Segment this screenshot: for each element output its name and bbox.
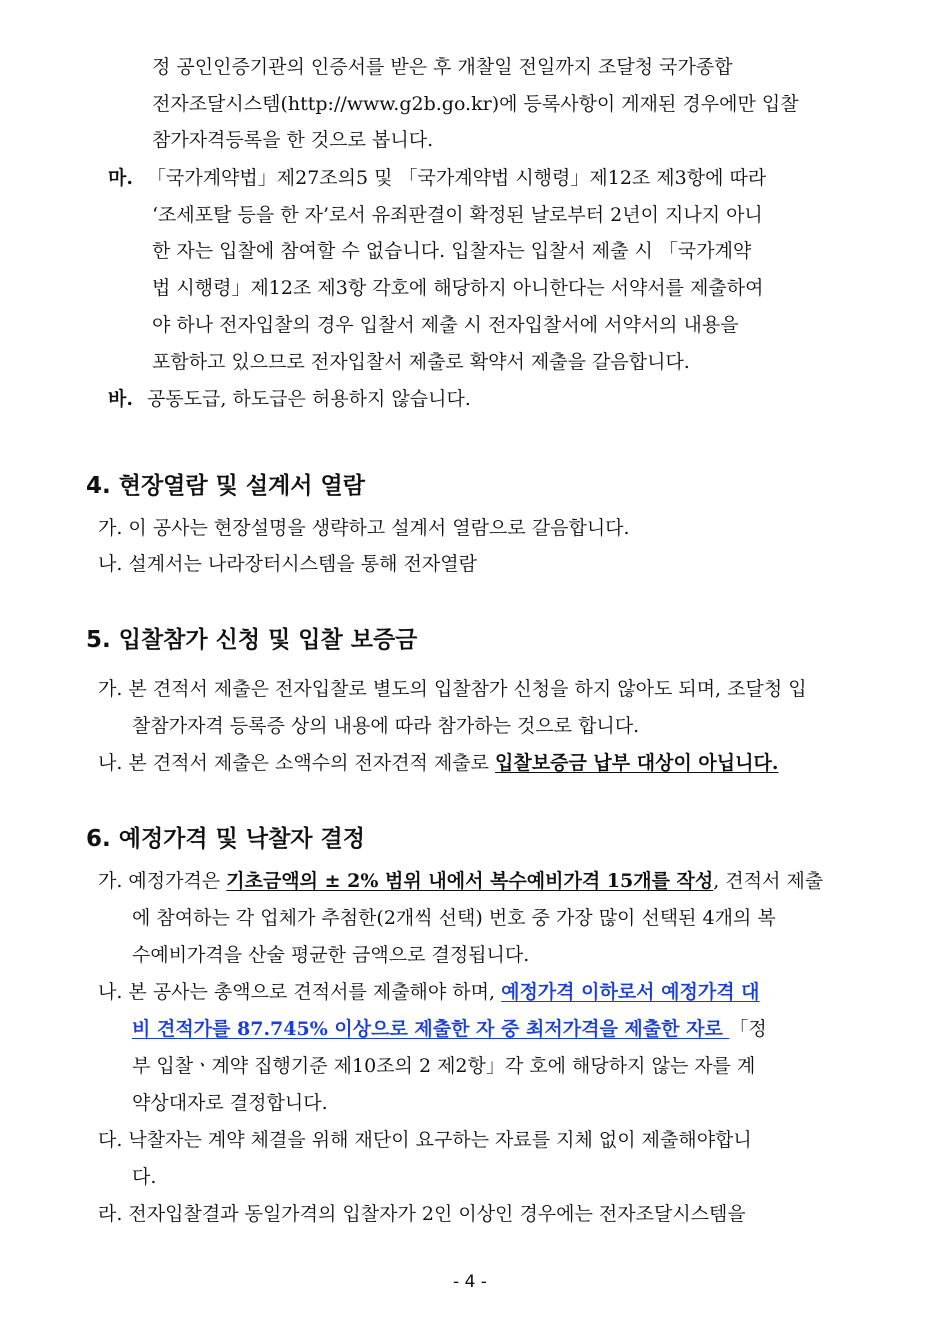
paragraph-text: 「국가계약법」제27조의5 및 「국가계약법 시행령」제12조 제3항에 따라 <box>146 167 767 189</box>
paragraph-line: 에 참여하는 각 업체가 추첨한(2개씩 선택) 번호 중 가장 많이 선택된 4개의 복 <box>132 907 776 929</box>
paragraph-line: 정 공인인증기관의 인증서를 받은 후 개찰일 전일까지 조달청 국가종합 <box>152 56 733 78</box>
paragraph-line: 포함하고 있으므로 전자입찰서 제출로 확약서 제출을 갈음합니다. <box>152 351 690 373</box>
list-item-ma <box>108 166 766 190</box>
section-heading-4: 4. 현장열람 및 설계서 열람 <box>86 473 365 499</box>
list-marker: 바. <box>108 388 133 410</box>
text-span: 가. 예정가격은 <box>98 870 227 892</box>
highlight-text: 예정가격 이하로서 예정가격 대 <box>501 981 760 1003</box>
paragraph-line <box>98 751 778 775</box>
paragraph-text: 공동도급, 하도급은 허용하지 않습니다. <box>146 388 471 410</box>
paragraph-line <box>98 980 760 1004</box>
list-item-ba <box>108 387 471 411</box>
section-heading-6: 6. 예정가격 및 낙찰자 결정 <box>86 826 365 852</box>
emphasis-text: 입찰보증금 납부 대상이 아닙니다. <box>495 752 779 774</box>
paragraph-line: 가. 본 견적서 제출은 전자입찰로 별도의 입찰참가 신청을 하지 않아도 되며, 조달청 입 <box>98 678 807 700</box>
highlight-text: 비 견적가를 87.745% 이상으로 제출한 자 중 최저가격을 제출한 자로 <box>132 1018 730 1040</box>
paragraph-line: 참가자격등록을 한 것으로 봅니다. <box>152 129 434 151</box>
paragraph-line: 수예비가격을 산술 평균한 금액으로 결정됩니다. <box>132 944 530 966</box>
paragraph-line: 약상대자로 결정합니다. <box>132 1092 328 1114</box>
list-marker: 마. <box>108 167 133 189</box>
paragraph-line: 전자조달시스템(http://www.g2b.go.kr)에 등록사항이 게재된 경우에만 입찰 <box>152 93 799 115</box>
paragraph-line: 찰참가자격 등록증 상의 내용에 따라 참가하는 것으로 합니다. <box>132 715 640 737</box>
paragraph-line: 한 자는 입찰에 참여할 수 없습니다. 입찰자는 입찰서 제출 시 「국가계약 <box>152 240 752 262</box>
paragraph-line: 부 입찰ㆍ계약 집행기준 제10조의 2 제2항」각 호에 해당하지 않는 자를 계 <box>132 1055 756 1077</box>
text-span: 나. 본 견적서 제출은 소액수의 전자견적 제출로 <box>98 752 496 774</box>
paragraph-line <box>98 869 823 893</box>
text-span: 「정 <box>729 1018 767 1040</box>
paragraph-line <box>132 1017 767 1041</box>
text-span: , 견적서 제출 <box>713 870 824 892</box>
paragraph-line: ‘조세포탈 등을 한 자’로서 유죄판결이 확정된 날로부터 2년이 지나지 아니 <box>152 204 763 226</box>
section-heading-5: 5. 입찰참가 신청 및 입찰 보증금 <box>86 627 418 653</box>
paragraph-line: 나. 설계서는 나라장터시스템을 통해 전자열람 <box>98 553 477 575</box>
paragraph-line: 다. 낙찰자는 계약 체결을 위해 재단이 요구하는 자료를 지체 없이 제출해야합니 <box>98 1129 752 1151</box>
paragraph-line: 법 시행령」제12조 제3항 각호에 해당하지 아니한다는 서약서를 제출하여 <box>152 277 764 299</box>
paragraph-line: 다. <box>132 1166 157 1188</box>
page-number: - 4 - <box>453 1272 487 1292</box>
paragraph-line: 가. 이 공사는 현장설명을 생략하고 설계서 열람으로 갈음합니다. <box>98 517 630 539</box>
text-span: 나. 본 공사는 총액으로 견적서를 제출해야 하며, <box>98 981 502 1003</box>
paragraph-line: 라. 전자입찰결과 동일가격의 입찰자가 2인 이상인 경우에는 전자조달시스템을 <box>98 1203 746 1225</box>
emphasis-text: 기초금액의 ± 2% 범위 내에서 복수예비가격 15개를 작성 <box>226 870 714 892</box>
paragraph-line: 야 하나 전자입찰의 경우 입찰서 제출 시 전자입찰서에 서약서의 내용을 <box>152 314 739 336</box>
